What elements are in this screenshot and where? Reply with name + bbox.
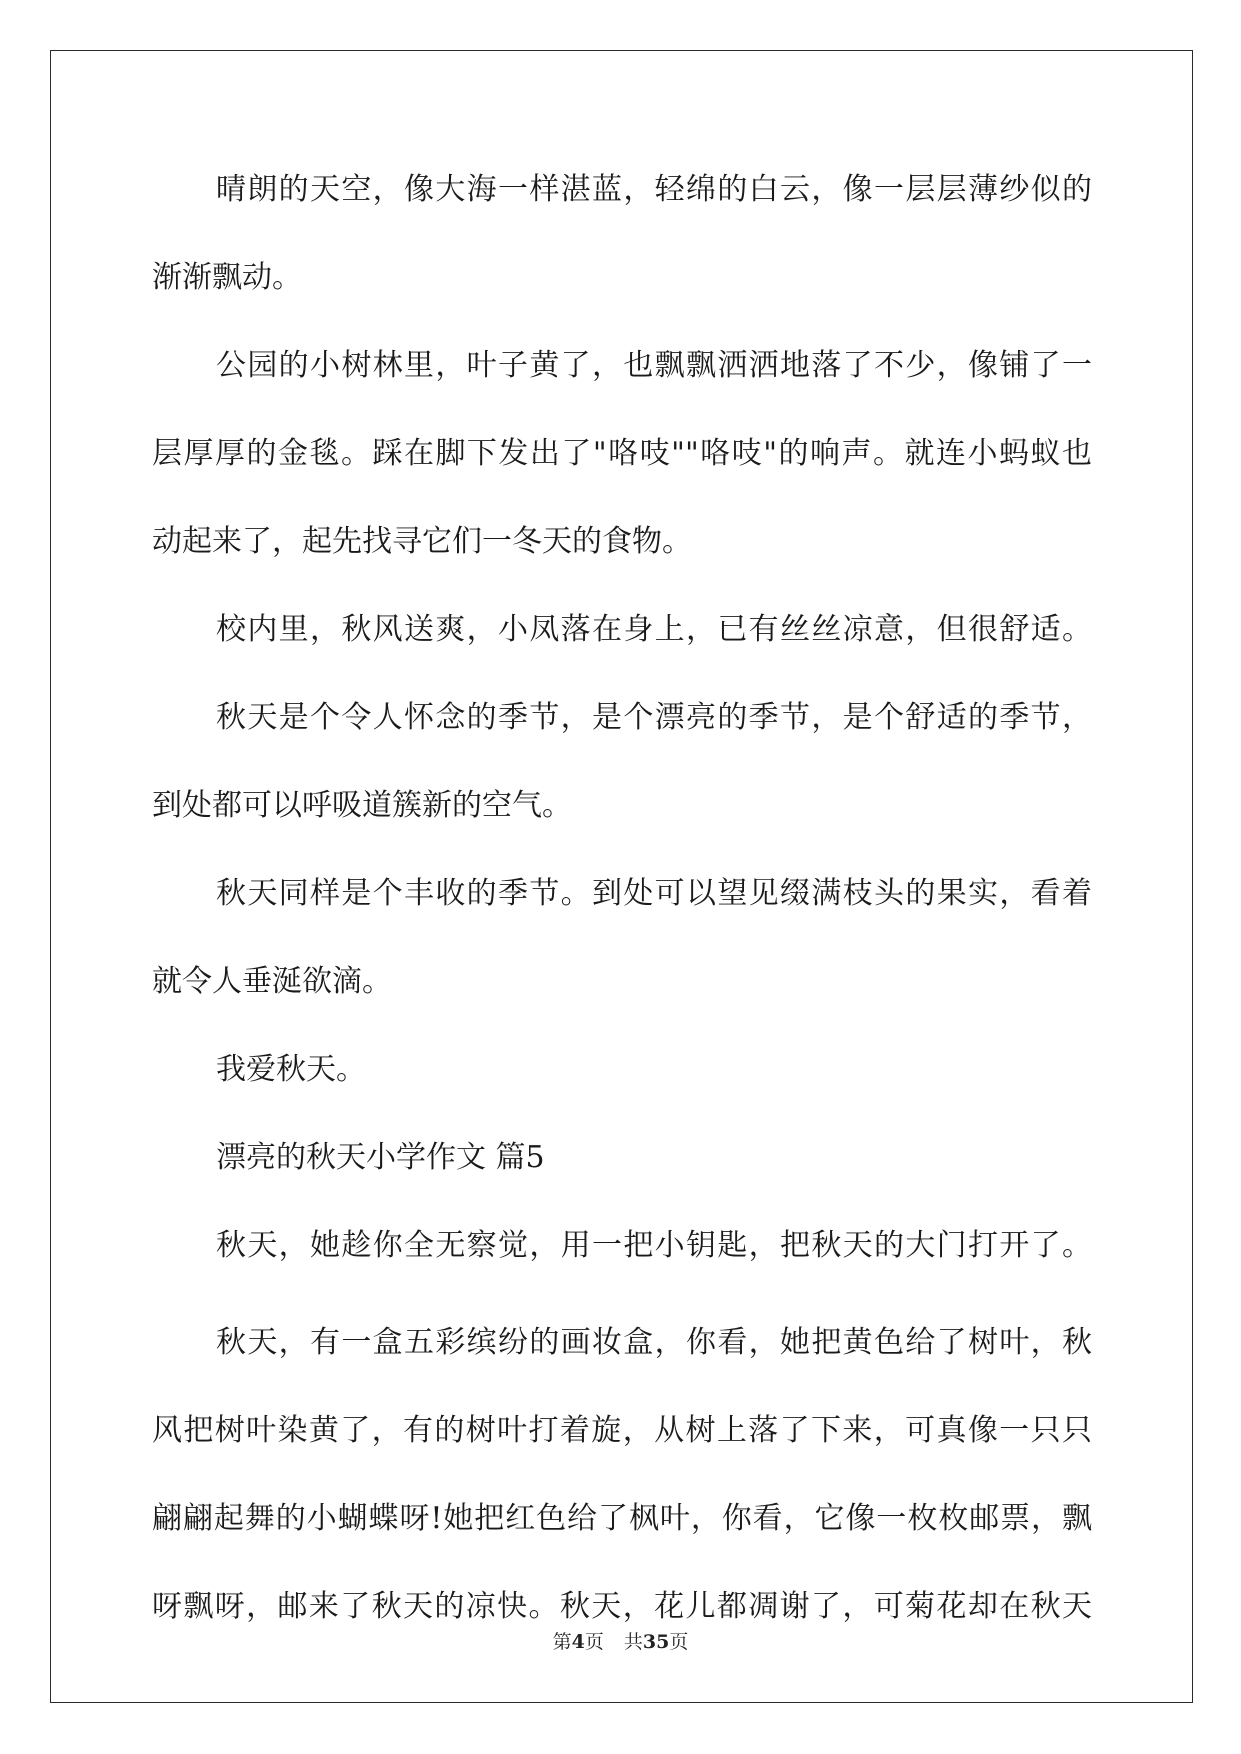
- paragraph-line: 秋天是个令人怀念的季节，是个漂亮的季节，是个舒适的季节，: [216, 700, 1092, 735]
- paragraph-line: 秋天，她趁你全无察觉，用一把小钥匙，把秋天的大门打开了。: [216, 1228, 1092, 1263]
- paragraph-line: 就令人垂涎欲滴。: [152, 964, 392, 999]
- page-suffix: 页: [584, 1631, 604, 1653]
- total-prefix: 共: [623, 1631, 643, 1653]
- paragraph-line: 公园的小树林里，叶子黄了，也飘飘洒洒地落了不少，像铺了一: [216, 348, 1092, 383]
- section-heading: 漂亮的秋天小学作文 篇5: [216, 1140, 545, 1175]
- paragraph-line: 翩翩起舞的小蝴蝶呀!她把红色给了枫叶，你看，它像一枚枚邮票，飘: [152, 1501, 1092, 1536]
- paragraph-line: 渐渐飘动。: [152, 260, 302, 295]
- page-footer: [0, 1630, 1241, 1654]
- document-body: [152, 160, 1092, 1665]
- paragraph-line: 层厚厚的金毯。踩在脚下发出了"咯吱""咯吱"的响声。就连小蚂蚁也: [152, 436, 1092, 471]
- paragraph-line: 到处都可以呼吸道簇新的空气。: [152, 788, 572, 823]
- paragraph-line: 动起来了，起先找寻它们一冬天的食物。: [152, 524, 692, 559]
- paragraph-line: 秋天，有一盒五彩缤纷的画妆盒，你看，她把黄色给了树叶，秋: [216, 1325, 1092, 1360]
- total-suffix: 页: [669, 1631, 689, 1653]
- paragraph-line: 校内里，秋风送爽，小凤落在身上，已有丝丝凉意，但很舒适。: [216, 612, 1092, 647]
- page-number: 4: [571, 1631, 585, 1653]
- paragraph-line: 呀飘呀，邮来了秋天的凉快。秋天，花儿都凋谢了，可菊花却在秋天: [152, 1589, 1092, 1624]
- paragraph-line: 晴朗的天空，像大海一样湛蓝，轻绵的白云，像一层层薄纱似的: [216, 172, 1092, 207]
- paragraph-line: 我爱秋天。: [216, 1052, 366, 1087]
- page-prefix: 第: [552, 1631, 572, 1653]
- paragraph-line: 风把树叶染黄了，有的树叶打着旋，从树上落了下来，可真像一只只: [152, 1413, 1092, 1448]
- paragraph-line: 秋天同样是个丰收的季节。到处可以望见缀满枝头的果实，看着: [216, 876, 1092, 911]
- total-pages: 35: [642, 1631, 670, 1653]
